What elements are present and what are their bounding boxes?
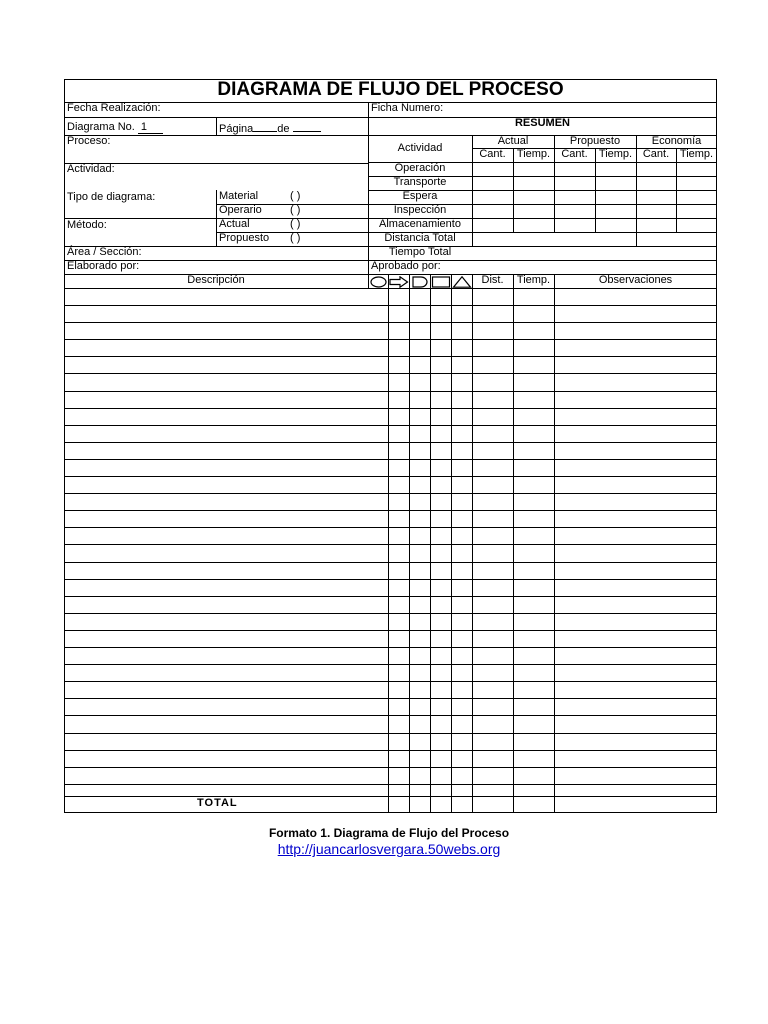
propuesto-cant-header: Cant. [561,148,588,160]
ficha-numero-label: Ficha Numero: [371,102,444,114]
tiemp-header: Tiemp. [516,274,551,286]
square-icon [431,276,451,288]
summary-row-inspeccion: Inspección [393,204,447,216]
resumen-heading: RESUMEN [514,117,570,129]
summary-row-operacion: Operación [394,162,446,174]
summary-row-espera: Espera [402,190,438,202]
summary-row-transporte: Transporte [393,176,447,188]
dist-header: Dist. [481,274,504,286]
form-title: DIAGRAMA DE FLUJO DEL PROCESO [217,79,564,100]
metodo-propuesto-checkbox[interactable]: ( ) [290,232,301,244]
metodo-actual-label: Actual [219,218,250,230]
summary-row-tiempo-total: Tiempo Total [388,246,452,258]
pagina-field[interactable] [219,121,321,136]
elaborado-por-label: Elaborado por: [67,260,140,272]
metodo-propuesto-label: Propuesto [219,232,270,244]
propuesto-header: Propuesto [569,135,621,147]
circle-icon [369,276,388,288]
metodo-label: Método: [67,219,107,231]
propuesto-tiemp-header: Tiemp. [598,148,633,160]
de-label: de [277,123,290,135]
material-option-label: Material [219,190,259,202]
aprobado-por-label: Aprobado por: [371,260,441,272]
operario-option-label: Operario [219,204,262,216]
operario-checkbox[interactable]: ( ) [290,204,301,216]
total-label: TOTAL [197,797,238,809]
actual-cant-header: Cant. [479,148,506,160]
material-checkbox[interactable]: ( ) [290,190,301,202]
metodo-actual-checkbox[interactable]: ( ) [290,218,301,230]
diagrama-no-value: 1 [138,122,163,134]
actividad-label: Actividad: [67,163,115,175]
tipo-diagrama-label: Tipo de diagrama: [67,191,156,203]
economia-cant-header: Cant. [642,148,670,160]
figure-caption: Formato 1. Diagrama de Flujo del Proceso [268,826,510,840]
descripcion-header: Descripción [187,274,245,286]
area-seccion-label: Área / Sección: [67,246,142,258]
arrow-right-icon [389,276,409,288]
actual-header: Actual [497,135,529,147]
pagina-label: Página [219,123,254,135]
fecha-realizacion-label: Fecha Realización: [67,102,161,114]
website-link[interactable]: http://juancarlosvergara.50webs.org [277,841,501,857]
diagrama-no-field[interactable] [67,121,163,134]
proceso-label: Proceso: [67,135,111,147]
economia-tiemp-header: Tiemp. [679,148,714,160]
triangle-icon [452,276,472,288]
diagrama-no-label: Diagrama No. [67,121,135,133]
summary-row-almacenamiento: Almacenamiento [379,218,461,230]
actividad-column-header: Actividad [397,142,443,154]
observaciones-header: Observaciones [598,274,673,286]
d-shape-icon [410,276,430,288]
summary-row-distancia-total: Distancia Total [384,232,456,244]
actual-tiemp-header: Tiemp. [516,148,551,160]
economia-header: Economía [651,135,702,147]
